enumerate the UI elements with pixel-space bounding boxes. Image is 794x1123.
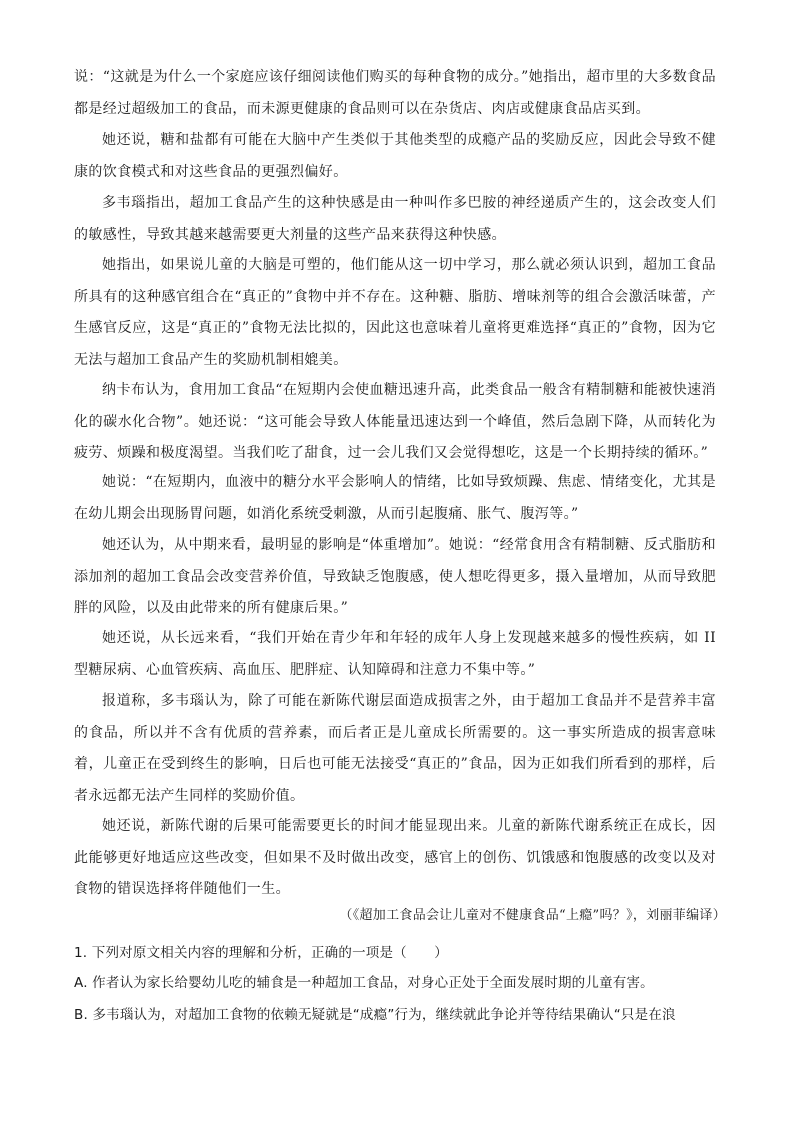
article-paragraph: 她还说，从长远来看，“我们开始在青少年和年轻的成年人身上发现越来越多的慢性疾病，如 II 型糖尿病、心血管疾病、高血压、肥胖症、认知障碍和注意力不集中等。” <box>74 630 716 678</box>
question-option-a: A. 作者认为家长给婴幼儿吃的辅食是一种超加工食品，对身心正处于全面发展时期的儿童有害。 <box>74 975 654 991</box>
article-source-citation: （《超加工食品会让儿童对不健康食品“上瘾”吗？》，刘丽菲编译） <box>339 908 726 923</box>
article-paragraph: 报道称，多韦瑙认为，除了可能在新陈代谢层面造成损害之外，由于超加工食品并不是营养丰富的食品，所以并不含有优质的营养素，而后者正是儿童成长所需要的。这一事实所造成的损害意味着，儿童正在受到终生的影响，日后也可能无法接受“真正的”食品，因为正如我们所看到的那样，后者永远都无法产生同样的奖励价值。 <box>74 693 716 804</box>
question-option-b: B. 多韦瑙认为，对超加工食物的依赖无疑就是“成瘾”行为，继续就此争论并等待结果确认“只是在浪 <box>74 1007 676 1023</box>
article-paragraph: 她说：“在短期内，血液中的糖分水平会影响人的情绪，比如导致烦躁、焦虑、情绪变化，尤其是在幼儿期会出现肠胃问题，如消化系统受刺激，从而引起腹痛、胀气、腹泻等。” <box>74 474 716 522</box>
question-stem: 1. 下列对原文相关内容的理解和分析，正确的一项是（ ） <box>74 945 448 961</box>
article-paragraph: 她还说，新陈代谢的后果可能需要更长的时间才能显现出来。儿童的新陈代谢系统正在成长，因此能够更好地适应这些改变，但如果不及时做出改变，感官上的创伤、饥饿感和饱腹感的改变以及对食物的错误选择将伴随他们一生。 <box>74 818 716 897</box>
article-paragraph: 她还说，糖和盐都有可能在大脑中产生类似于其他类型的成瘾产品的奖励反应，因此会导致不健康的饮食模式和对这些食品的更强烈偏好。 <box>74 132 716 180</box>
article-paragraph: 她指出，如果说儿童的大脑是可塑的，他们能从这一切中学习，那么就必须认识到，超加工食品所具有的这种感官组合在“真正的”食物中并不存在。这种糖、脂肪、增味剂等的组合会激活味蕾，产生感官反应，这是“真正的”食物无法比拟的，因此这也意味着儿童将更难选择“真正的”食物，因为它无法与超加工食品产生的奖励机制相媲美。 <box>74 257 716 368</box>
article-paragraph: 多韦瑙指出，超加工食品产生的这种快感是由一种叫作多巴胺的神经递质产生的，这会改变人们的敏感性，导致其越来越需要更大剂量的这些产品来获得这种快感。 <box>74 195 716 243</box>
article-paragraph: 她还认为，从中期来看，最明显的影响是“体重增加”。她说：“经常食用含有精制糖、反式脂肪和添加剂的超加工食品会改变营养价值，导致缺乏饱腹感，使人想吃得更多，摄入量增加，从而导致肥胖的风险，以及由此带来的所有健康后果。” <box>74 537 716 616</box>
article-paragraph: 说：“这就是为什么一个家庭应该仔细阅读他们购买的每种食物的成分。”她指出，超市里的大多数食品都是经过超级加工的食品，而未源更健康的食品则可以在杂货店、肉店或健康食品店买到。 <box>74 69 716 117</box>
article-paragraph: 纳卡布认为，食用加工食品“在短期内会使血糖迅速升高，此类食品一般含有精制糖和能被快速消化的碳水化合物”。她还说：“这可能会导致人体能量迅速达到一个峰值，然后急剧下降，从而转化为疲劳、烦躁和极度渴望。当我们吃了甜食，过一会儿我们又会觉得想吃，这是一个长期持续的循环。” <box>74 382 716 461</box>
